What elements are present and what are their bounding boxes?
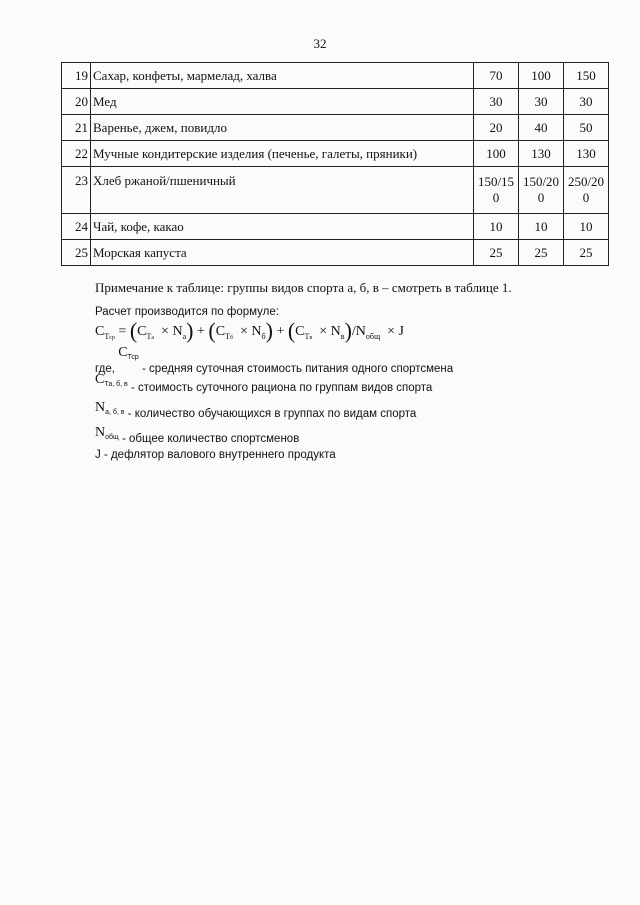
value-b: 130 [519,141,564,167]
row-number: 24 [62,214,91,240]
value-a-line1: 150/15 [477,174,515,189]
value-c-line2: 0 [582,190,590,205]
table-row [62,115,609,141]
value-c: 130 [564,141,609,167]
row-number: 21 [62,115,91,141]
product-name: Хлеб ржаной/пшеничный [91,167,474,214]
product-name: Чай, кофе, какао [91,214,474,240]
value-a: 100 [474,141,519,167]
value-b: 100 [519,63,564,89]
row-number: 23 [62,167,91,214]
calc-intro: Расчет производится по формуле: [95,306,279,318]
page-number: 32 [313,36,327,51]
value-b: 30 [519,89,564,115]
value-a [474,167,519,214]
value-a: 30 [474,89,519,115]
value-a: 20 [474,115,519,141]
table-row [62,214,609,240]
product-name: Сахар, конфеты, мармелад, халва [91,63,474,89]
product-name: Мед [91,89,474,115]
cost-formula: $С_{Тср} = (С_{Та} \times N_а) + (С_{Тб} \times N_б) + (С_{Тв} \times N_в)/N_{общ} \times J$ [95,318,404,343]
def-ration-cost: $С_{Та, б, в}$ - стоимость суточного рациона по группам видов спорта [95,372,433,394]
value-b: 40 [519,115,564,141]
row-number: 20 [62,89,91,115]
table-row [62,63,609,89]
value-a: 70 [474,63,519,89]
value-c: 50 [564,115,609,141]
value-a-line2: 0 [492,190,500,205]
table-row [62,240,609,266]
value-b: 25 [519,240,564,266]
table-row [62,167,609,214]
value-a: 10 [474,214,519,240]
value-c: 30 [564,89,609,115]
row-number: 22 [62,141,91,167]
def-total-athletes: $N_{общ}$ - общее количество спортсменов [95,425,300,445]
row-number: 19 [62,63,91,89]
product-name: Мучные кондитерские изделия (печенье, галеты, пряники) [91,141,474,167]
value-c: 10 [564,214,609,240]
value-c [564,167,609,214]
value-c: 150 [564,63,609,89]
row-number: 25 [62,240,91,266]
def-average-cost: где, $С_{Тср}$ - средняя суточная стоимость питания одного спортсмена [95,345,454,375]
value-b-line1: 150/20 [522,174,560,189]
table-note: Примечание к таблице: группы видов спорта а, б, в – смотреть в таблице 1. [95,280,512,295]
value-c: 25 [564,240,609,266]
value-b [519,167,564,214]
product-name: Варенье, джем, повидло [91,115,474,141]
norms-table [61,62,609,266]
def-students-count: $N_{а, б, в}$ - количество обучающихся в группах по видам спорта [95,400,417,420]
value-b: 10 [519,214,564,240]
def-deflator: J - дефлятор валового внутреннего продукта [95,449,336,461]
product-name: Морская капуста [91,240,474,266]
table-row [62,141,609,167]
value-c-line1: 250/20 [567,174,605,189]
value-b-line2: 0 [537,190,545,205]
table-row [62,89,609,115]
value-a: 25 [474,240,519,266]
